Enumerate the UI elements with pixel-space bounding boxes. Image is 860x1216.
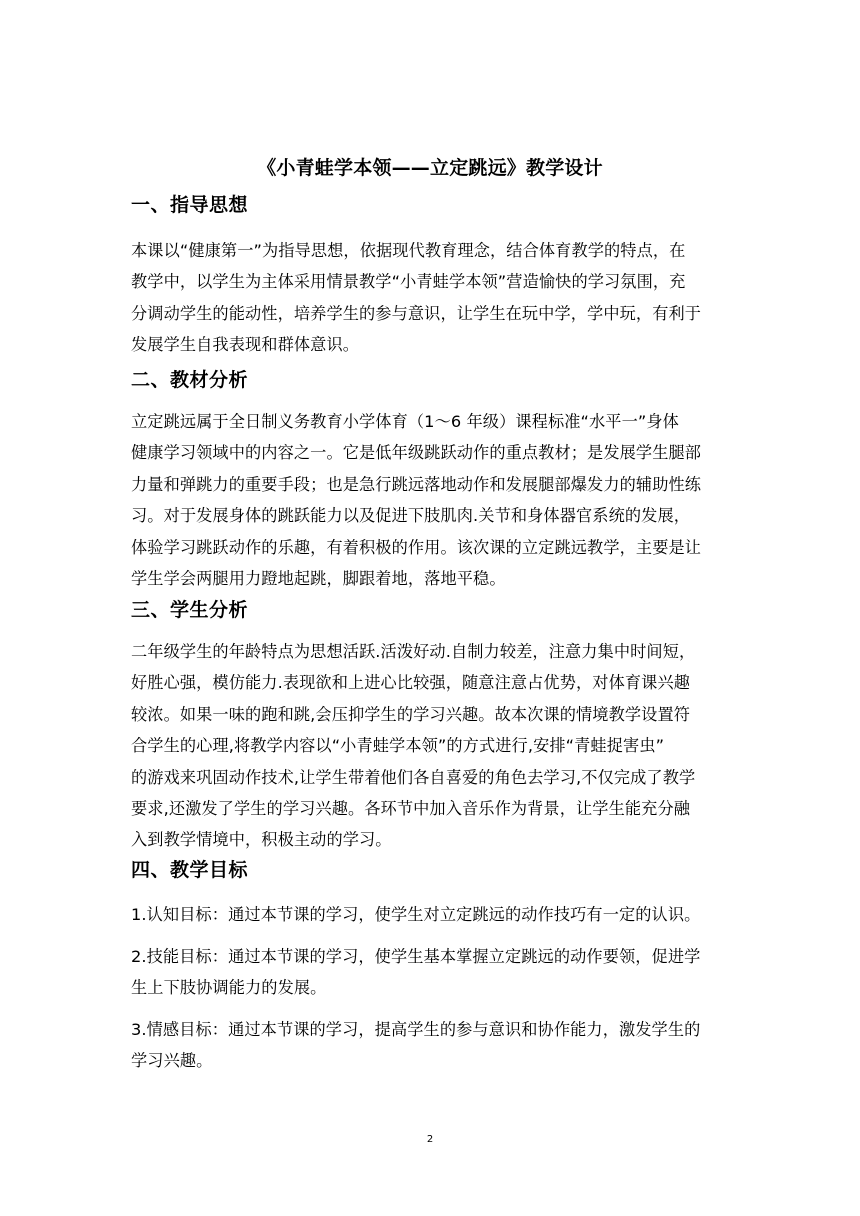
text-line: 的游戏来巩固动作技术,让学生带着他们各自喜爱的角色去学习,不仅完成了教学 bbox=[131, 767, 696, 787]
text-line: 1.认知目标：通过本节课的学习，使学生对立定跳远的动作技巧有一定的认识。 bbox=[131, 905, 701, 924]
text-line: 本课以“健康第一”为指导思想，依据现代教育理念，结合体育教学的特点，在 bbox=[131, 241, 686, 260]
text-line: 生上下肢协调能力的发展。 bbox=[131, 978, 327, 998]
section-paragraph-guiding-ideology bbox=[131, 235, 735, 361]
text-line: 合学生的心理,将教学内容以“小青蛙学本领”的方式进行,安排“青蛙捉害虫” bbox=[131, 736, 665, 756]
section-heading-material-analysis: 二、教材分析 bbox=[131, 369, 249, 391]
text-line: 较浓。如果一味的跑和跳,会压抑学生的学习兴趣。故本次课的情境教学设置符 bbox=[131, 704, 691, 724]
section-heading-student-analysis: 三、学生分析 bbox=[131, 599, 249, 621]
text-line: 健康学习领域中的内容之一。它是低年级跳跃动作的重点教材；是发展学生腿部 bbox=[131, 443, 702, 463]
text-line: 习。对于发展身体的跳跃能力以及促进下肢肌肉.关节和身体器官系统的发展， bbox=[131, 506, 691, 526]
text-line: 分调动学生的能动性，培养学生的参与意识，让学生在玩中学，学中玩，有利于 bbox=[131, 303, 702, 323]
text-line: 2.技能目标：通过本节课的学习，使学生基本掌握立定跳远的动作要领，促进学 bbox=[131, 947, 701, 966]
text-line: 学生学会两腿用力蹬地起跳，脚跟着地，落地平稳。 bbox=[131, 569, 506, 589]
text-line: 好胜心强，模仿能力.表现欲和上进心比较强，随意注意占优势，对体育课兴趣 bbox=[131, 673, 691, 693]
text-line: 力量和弹跳力的重要手段；也是急行跳远落地动作和发展腿部爆发力的辅助性练 bbox=[131, 474, 702, 494]
text-line: 立定跳远属于全日制义务教育小学体育（1～6 年级）课程标准“水平一”身体 bbox=[131, 412, 679, 431]
text-line: 入到教学情境中，积极主动的学习。 bbox=[131, 830, 392, 850]
text-line: 3.情感目标：通过本节课的学习，提高学生的参与意识和协作能力，激发学生的 bbox=[131, 1020, 701, 1039]
objective-item-skill bbox=[131, 941, 735, 1004]
section-paragraph-student-analysis bbox=[131, 636, 735, 856]
objective-item-cognitive bbox=[131, 899, 751, 930]
section-paragraph-material-analysis bbox=[131, 406, 735, 594]
page-number: 2 bbox=[426, 1134, 434, 1145]
document-title: 《小青蛙学本领——立定跳远》教学设计 bbox=[257, 157, 603, 179]
text-line: 二年级学生的年龄特点为思想活跃.活泼好动.自制力较差，注意力集中时间短， bbox=[131, 642, 696, 661]
text-line: 要求,还激发了学生的学习兴趣。各环节中加入音乐作为背景，让学生能充分融 bbox=[131, 799, 691, 819]
section-heading-guiding-ideology: 一、指导思想 bbox=[131, 194, 249, 216]
text-line: 学习兴趣。 bbox=[131, 1051, 213, 1071]
objective-item-affective bbox=[131, 1014, 735, 1077]
text-line: 发展学生自我表现和群体意识。 bbox=[131, 335, 360, 355]
text-line: 教学中，以学生为主体采用情景教学“小青蛙学本领”营造愉快的学习氛围，充 bbox=[131, 272, 686, 292]
section-heading-teaching-objectives: 四、教学目标 bbox=[131, 859, 249, 881]
text-line: 体验学习跳跃动作的乐趣，有着积极的作用。该次课的立定跳远教学，主要是让 bbox=[131, 537, 702, 557]
